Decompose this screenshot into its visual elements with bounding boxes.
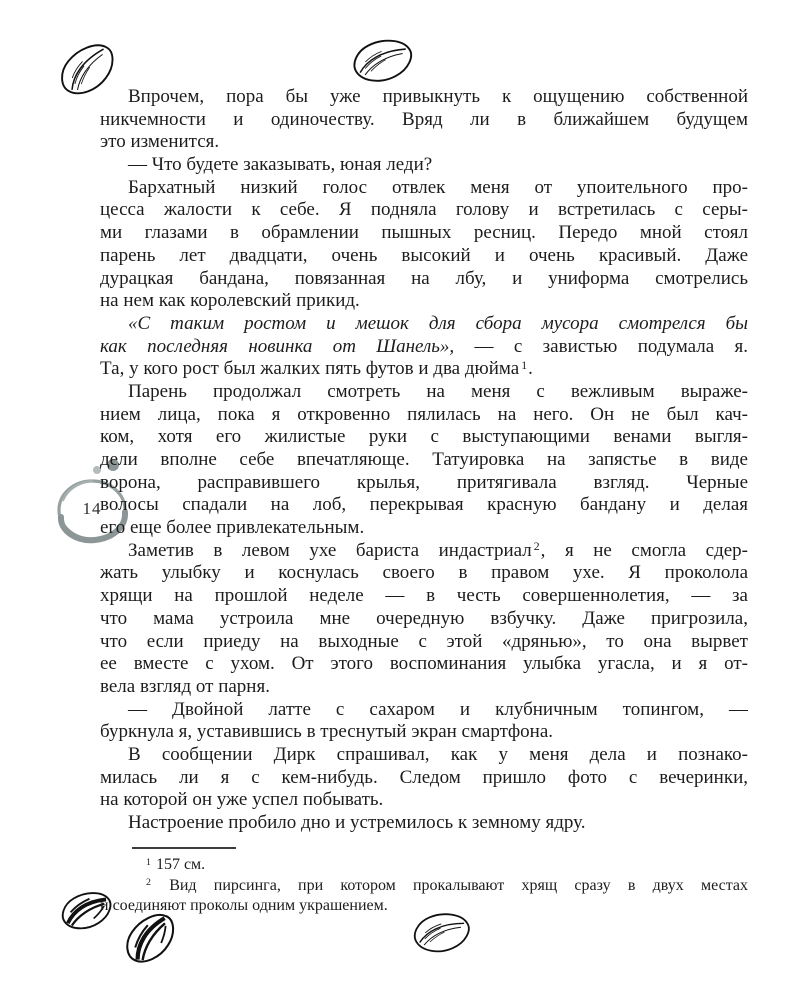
text-run: — Что будете заказывать, юная леди? [128, 154, 433, 176]
footnote-item [100, 855, 748, 876]
paragraph [100, 381, 748, 540]
paragraph [100, 86, 748, 154]
text-line [100, 876, 748, 897]
text-line [100, 449, 748, 472]
text-run: Настроение пробило дно и устремилось к земному ядру. [128, 812, 586, 833]
text-run: что мама устроила мне очередную взбучку. Даже пригрозила, [100, 607, 748, 629]
text-run: Впрочем, пора бы уже привыкнуть к ощущению собственной [128, 86, 748, 107]
text-line [100, 381, 748, 404]
paragraph [100, 699, 748, 744]
text-line [100, 676, 748, 699]
text-run: на которой он уже успел побывать. [100, 789, 384, 811]
text-line [100, 721, 748, 744]
body-text [100, 86, 748, 835]
text-run: милась ли я с кем-нибудь. Следом пришло фото с вечеринки, [100, 766, 748, 788]
text-run: , я не смогла сдер- [540, 539, 748, 561]
text-line [100, 494, 748, 517]
text-line [100, 653, 748, 676]
paragraph [100, 154, 748, 177]
text-line [100, 789, 748, 812]
text-line [100, 699, 748, 722]
paragraph [100, 540, 748, 699]
text-line [100, 472, 748, 495]
text-line [100, 517, 748, 540]
footnote-divider [132, 847, 236, 849]
text-run: 157 см. [151, 856, 206, 873]
text-line [100, 245, 748, 268]
text-run: волосы спадали на лоб, перекрывая красную бандану и делая [100, 494, 748, 516]
footnotes [100, 855, 748, 917]
text-line [100, 896, 748, 917]
text-line [100, 177, 748, 200]
footnote-item [100, 876, 748, 917]
text-line [100, 562, 748, 585]
text-line [100, 268, 748, 291]
text-line [100, 131, 748, 154]
text-line [100, 812, 748, 835]
text-run: и соединяют проколы одним украшением. [100, 897, 388, 914]
text-run: хрящи на прошлой неделе — в честь совершеннолетия, — за [100, 585, 748, 607]
text-run: буркнула я, уставившись в треснутый экран смартфона. [100, 721, 554, 743]
text-line [100, 855, 748, 876]
text-run: «С таким ростом и мешок для сбора мусора смотрелся бы [128, 312, 748, 334]
text-line [100, 86, 748, 109]
text-run: Заметив в левом ухе бариста индастриал [128, 539, 532, 561]
text-line [100, 404, 748, 427]
text-run: ее вместе с ухом. От этого воспоминания улыбка угасла, и я от- [100, 653, 748, 675]
text-run: Парень продолжал смотреть на меня с вежливым выраже- [128, 380, 748, 402]
text-run: парень лет двадцати, очень высокий и очень красивый. Даже [100, 244, 748, 266]
text-run: ком, хотя его жилистые руки с выступающими венами выгля- [100, 426, 748, 448]
text-line [100, 313, 748, 336]
text-line [100, 154, 748, 177]
text-run: вела взгляд от парня. [100, 675, 270, 697]
paragraph [100, 313, 748, 381]
text-run: жать улыбку и коснулась своего в правом ухе. Я проколола [100, 562, 748, 584]
text-run: никчемности и одиночеству. Вряд ли в ближайшем будущем [100, 108, 748, 130]
paragraph [100, 812, 748, 835]
text-run: дели вполне себе впечатляюще. Татуировка на запястье в виде [100, 449, 748, 470]
paragraph [100, 744, 748, 812]
footnote-marker: 1 [146, 856, 151, 868]
text-run: Та, у кого рост был жалких пять футов и два дюйма [100, 358, 520, 380]
text-run: ворона, расправившего крылья, притягивала взгляд. Черные [100, 471, 748, 493]
text-run: ми глазами в обрамлении пышных ресниц. Передо мной стоял [100, 222, 748, 244]
footnote-marker: 2 [533, 540, 540, 554]
text-run: — с завистью подумала я. [454, 335, 748, 357]
text-run: как последняя новинка от Шанель», [100, 335, 455, 357]
text-run: его еще более привлекательным. [100, 517, 365, 539]
text-line [100, 336, 748, 359]
text-line [100, 199, 748, 222]
text-line [100, 426, 748, 449]
text-line [100, 631, 748, 654]
text-line [100, 585, 748, 608]
text-line [100, 109, 748, 132]
text-run: нием лица, пока я откровенно пялилась на него. Он не был кач- [100, 403, 748, 425]
text-run: цесса жалости к себе. Я подняла голову и встретилась с серы- [100, 199, 748, 221]
text-line [100, 290, 748, 313]
text-run: что если приеду на выходные с этой «дрянью», то она вырвет [100, 630, 748, 652]
text-line [100, 540, 748, 563]
page-number: 14 [82, 499, 102, 518]
text-run: Бархатный низкий голос отвлек меня от упоительного про- [128, 176, 748, 198]
text-line [100, 358, 748, 381]
text-run: дурацкая бандана, повязанная на лбу, и униформа смотрелись [100, 267, 748, 289]
text-run: В сообщении Дирк спрашивал, как у меня дела и познако- [128, 743, 748, 765]
text-line [100, 744, 748, 767]
footnote-marker: 1 [521, 358, 528, 372]
footnote-marker: 2 [146, 877, 151, 889]
coffee-bean-icon [346, 35, 418, 88]
text-run: это изменится. [100, 131, 220, 153]
text-line [100, 608, 748, 631]
text-line [100, 767, 748, 790]
text-run: — Двойной латте с сахаром и клубничным топингом, — [128, 698, 748, 720]
text-run: . [528, 358, 533, 380]
text-run: на нем как королевский прикид. [100, 290, 360, 312]
text-run: Вид пирсинга, при котором прокалывают хрящ сразу в двух местах [151, 876, 748, 894]
paragraph [100, 177, 748, 313]
text-line [100, 222, 748, 245]
